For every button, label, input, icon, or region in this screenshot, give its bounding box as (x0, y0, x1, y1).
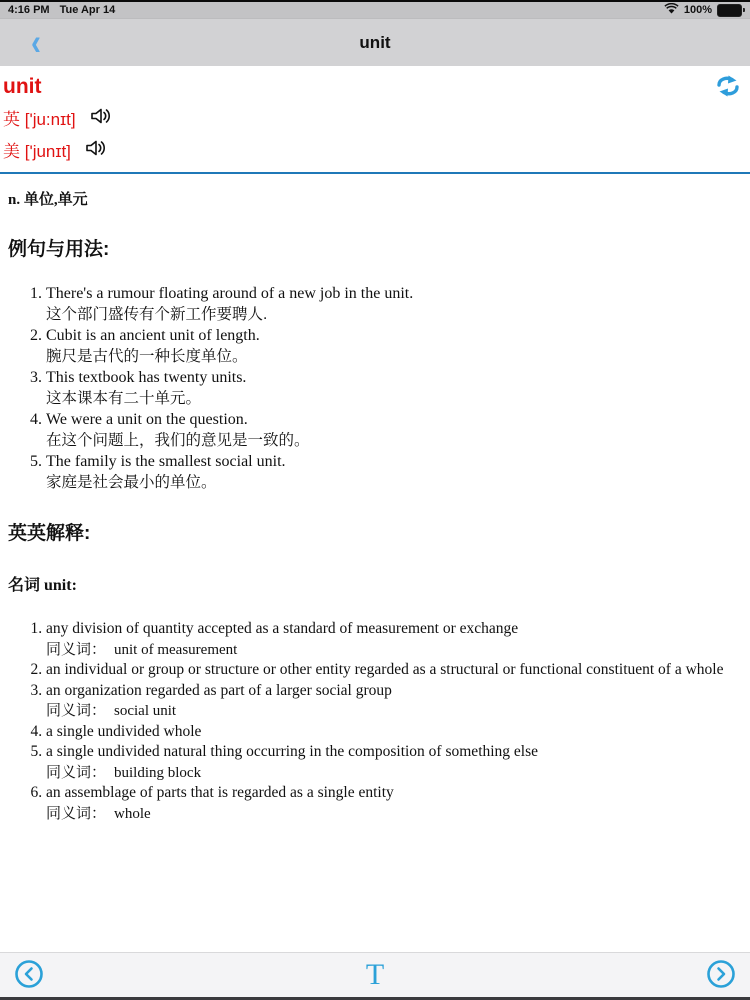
synonym-label: 同义词： (46, 763, 107, 781)
example-en: 1. There's a rumour floating around of a new job in the unit. (46, 285, 414, 303)
definition-text: 2. an individual or group or structure or other entity regarded as a structural or functional constituent of a whole (46, 661, 724, 679)
bottom-toolbar (0, 952, 750, 997)
example-item (46, 367, 742, 409)
uk-pron-row (3, 105, 740, 130)
battery-icon (717, 4, 742, 17)
example-en: 4. We were a unit on the question. (46, 411, 248, 429)
status-time: 4:16 PM (8, 4, 50, 16)
definition-item (46, 681, 742, 722)
example-en: 5. The family is the smallest social unit. (46, 453, 286, 471)
synonym-label: 同义词： (46, 640, 107, 658)
definition-item (46, 660, 742, 681)
example-item (46, 409, 742, 451)
definition-item (46, 742, 742, 783)
nav-bar (0, 18, 750, 66)
definition-text: 5. a single undivided natural thing occurring in the composition of something else (46, 743, 539, 761)
definition-text: 1. any division of quantity accepted as a standard of measurement or exchange (46, 620, 519, 638)
us-speaker-button[interactable] (85, 139, 107, 160)
definition-text: 3. an organization regarded as part of a larger social group (46, 681, 392, 699)
examples-list (0, 283, 750, 493)
example-zh: 家庭是社会最小的单位。 (46, 474, 217, 492)
chevron-right-circle-icon (706, 959, 736, 992)
definition-text: 4. a single undivided whole (46, 722, 202, 740)
battery-percent: 100% (683, 4, 712, 16)
example-en: 2. Cubit is an ancient unit of length. (46, 327, 260, 345)
word-card (0, 66, 750, 172)
example-zh: 这本课本有二十单元。 (46, 390, 202, 408)
us-pron-row (3, 137, 740, 162)
example-item (46, 283, 742, 325)
back-chevron-icon: ‹ (31, 21, 41, 63)
example-zh: 在这个问题上，我们的意见是一致的。 (46, 432, 310, 450)
ee-subheading: 名词 unit: (8, 577, 77, 595)
speaker-icon (85, 139, 107, 160)
refresh-icon (714, 87, 742, 102)
ee-heading: 英英解释: (8, 523, 91, 545)
synonym-value: social unit (114, 703, 177, 720)
pos-line: n. 单位,单元 (8, 192, 88, 209)
refresh-button[interactable] (714, 73, 742, 102)
uk-speaker-button[interactable] (90, 107, 112, 128)
next-word-button[interactable] (706, 959, 736, 992)
text-size-button[interactable]: T (360, 959, 390, 991)
speaker-icon (90, 107, 112, 128)
examples-heading: 例句与用法: (8, 239, 110, 261)
word-title: unit (3, 75, 42, 98)
chevron-left-circle-icon (14, 959, 44, 992)
synonym-line (46, 701, 742, 722)
example-en: 3. This textbook has twenty units. (46, 369, 247, 387)
divider (0, 172, 750, 174)
wifi-icon (664, 3, 679, 17)
definition-text: 6. an assemblage of parts that is regarded as a single entity (46, 784, 394, 802)
status-bar (0, 0, 750, 18)
definition-item (46, 783, 742, 824)
uk-phonetic: 英 ['ju:nɪt] (3, 110, 76, 130)
synonym-value: building block (114, 764, 202, 781)
synonym-label: 同义词： (46, 804, 107, 822)
definition-item (46, 722, 742, 743)
example-item (46, 451, 742, 493)
definitions-list (0, 619, 750, 824)
synonym-line (46, 763, 742, 784)
example-item (46, 325, 742, 367)
nav-title: unit (359, 32, 391, 52)
status-date: Tue Apr 14 (59, 4, 116, 16)
prev-word-button[interactable] (14, 959, 44, 992)
synonym-line (46, 804, 742, 825)
content (0, 66, 750, 952)
synonym-value: unit of measurement (114, 641, 238, 658)
synonym-value: whole (114, 805, 151, 822)
us-phonetic: 美 ['junɪt] (3, 142, 71, 162)
synonym-line (46, 640, 742, 661)
example-zh: 这个部门盛传有个新工作要聘人. (46, 306, 268, 324)
synonym-label: 同义词： (46, 702, 107, 720)
example-zh: 腕尺是古代的一种长度单位。 (46, 348, 248, 366)
back-button[interactable] (18, 21, 54, 63)
definition-item (46, 619, 742, 660)
